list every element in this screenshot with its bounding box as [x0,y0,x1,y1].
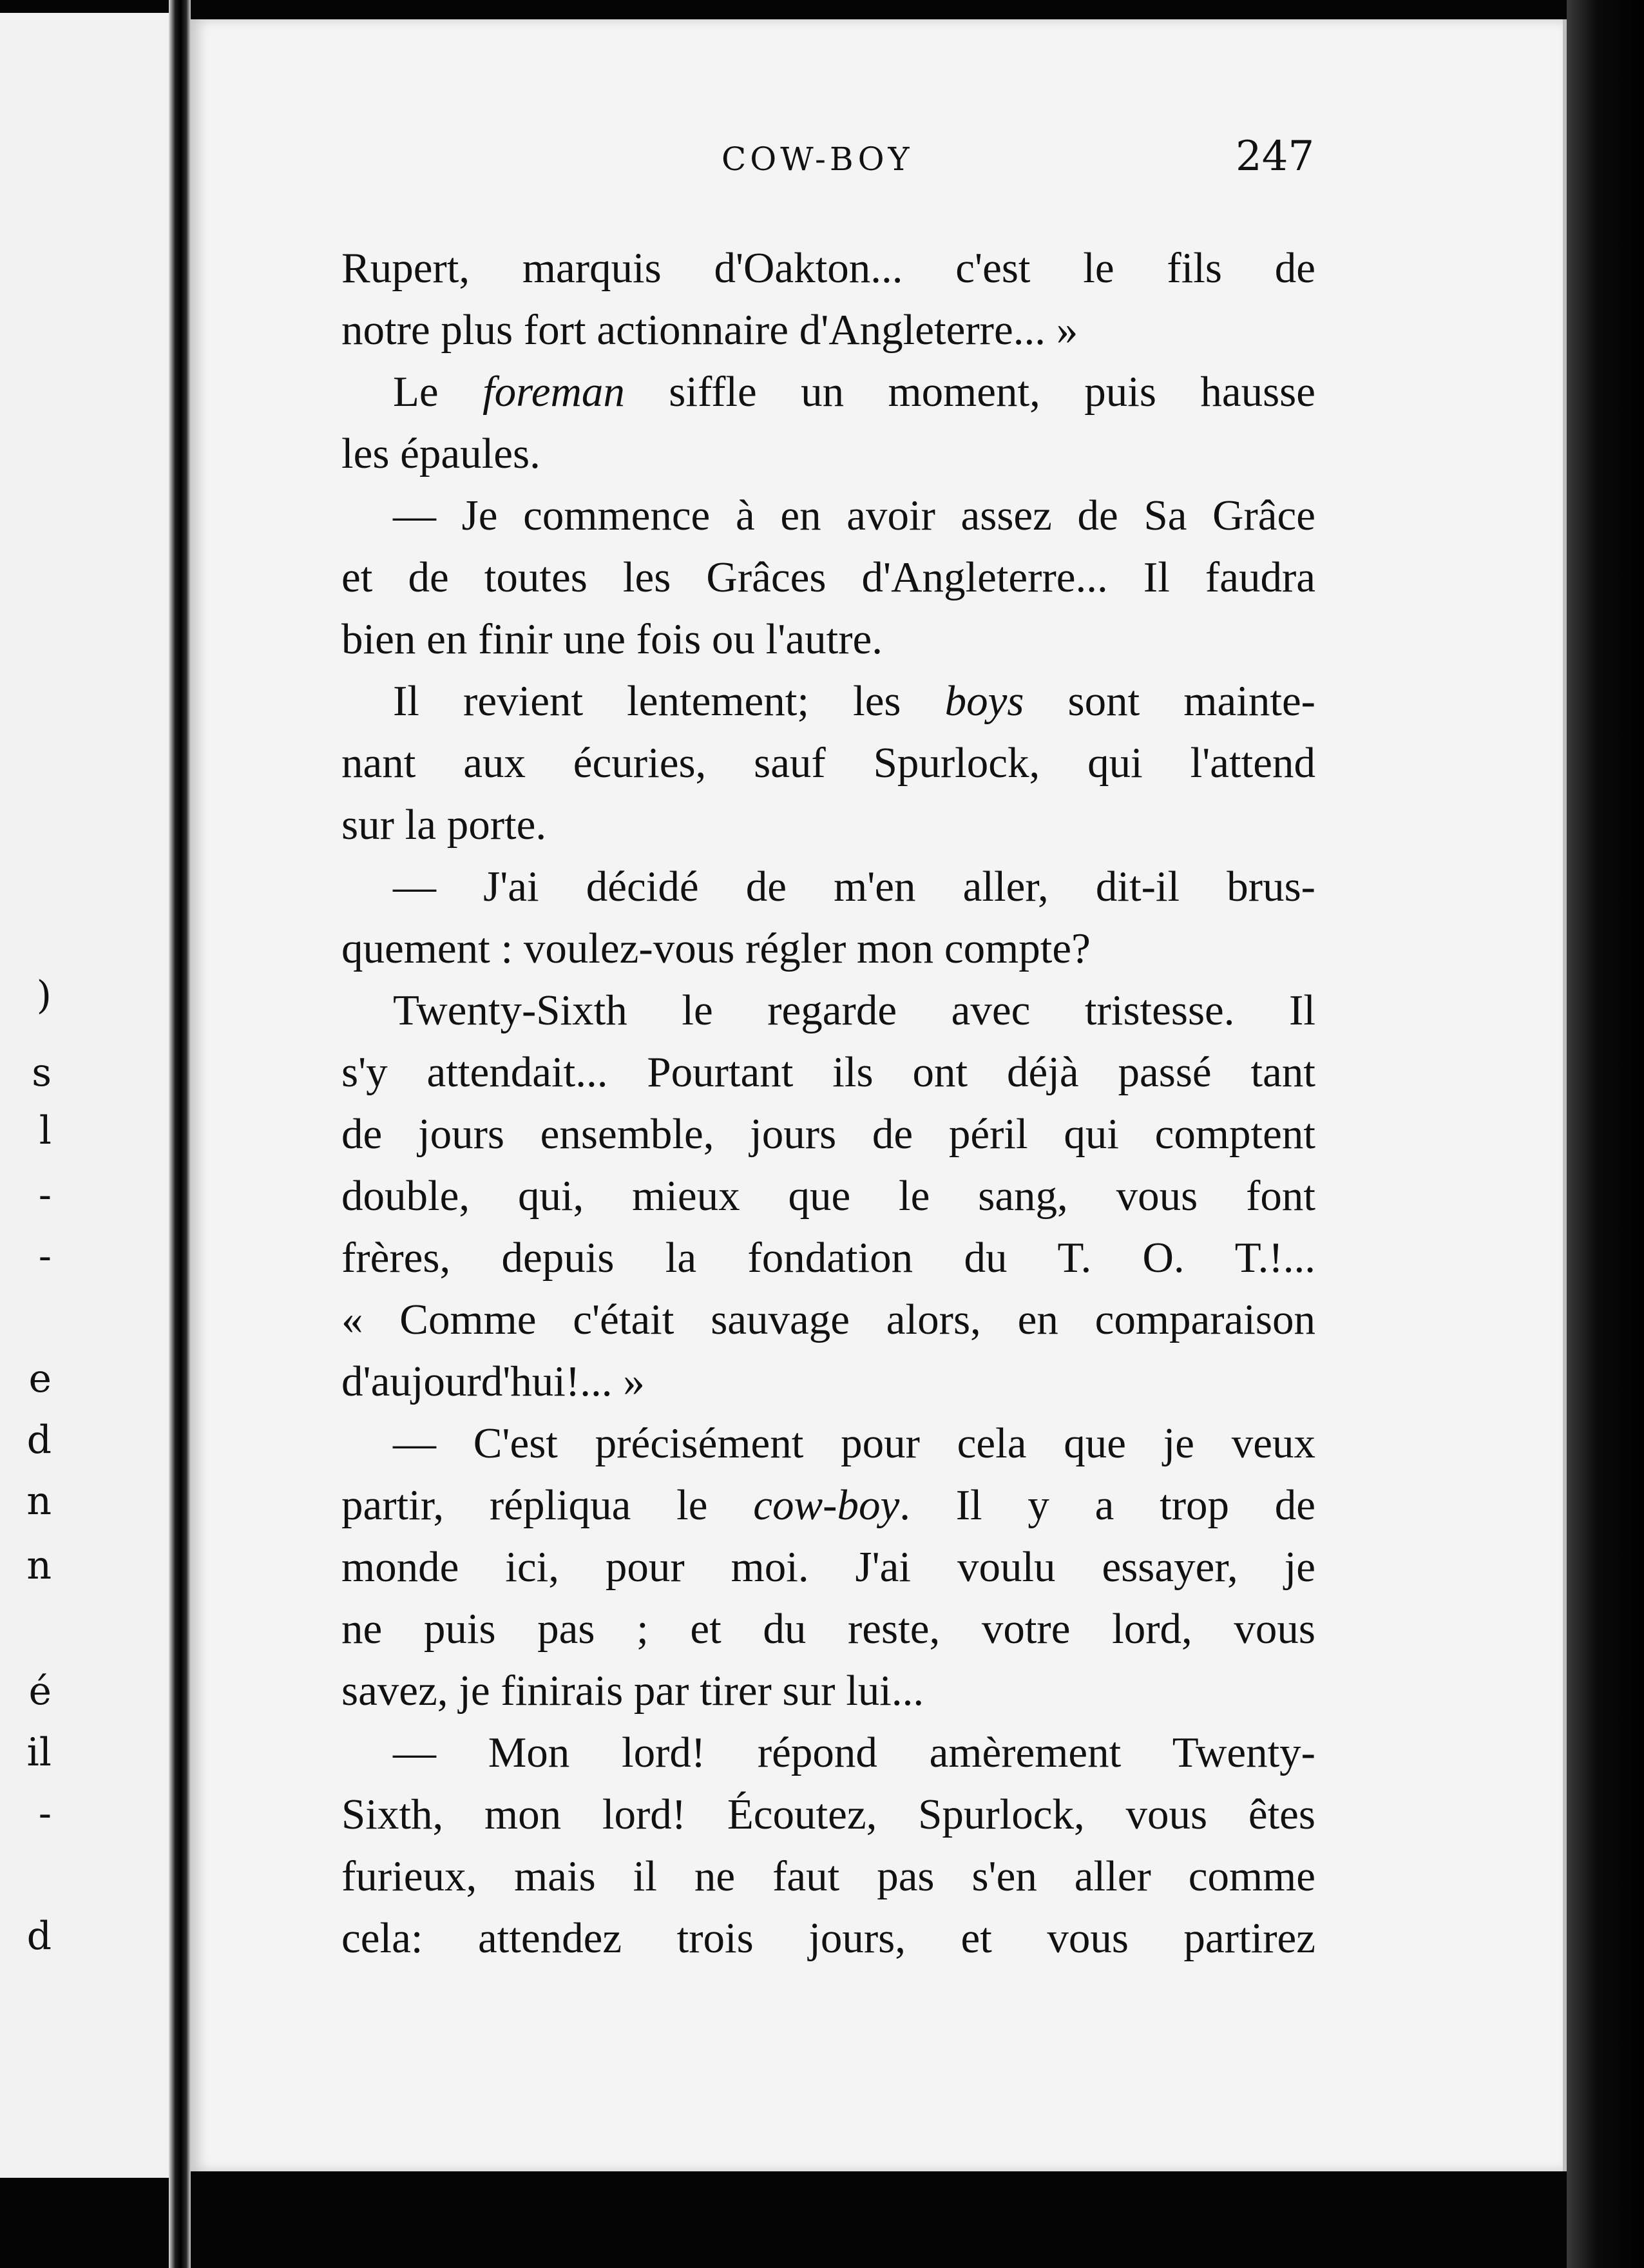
text-line: les épaules. [341,430,540,477]
text-line: sur la porte. [341,801,547,849]
left-page-fragment: s [32,1050,52,1095]
text-line: savez, je finirais par tirer sur lui... [341,1667,924,1715]
text-line: Il revient lentement; les boys sont mainte- [393,677,1315,725]
text-line: notre plus fort actionnaire d'Angleterre... » [341,306,1078,354]
text-line: frères, depuis la fondation du T. O. T.!... [341,1234,1315,1282]
text-line: s'y attendait... Pourtant ils ont déjà passé tant [341,1048,1315,1096]
left-page-fragment: e [28,1356,52,1401]
italic-word: cow-boy [753,1481,900,1529]
left-page-fragment: - [38,1791,52,1836]
text-line: — Mon lord! répond amèrement Twenty- [393,1729,1315,1776]
text-line: ne puis pas ; et du reste, votre lord, vous [341,1605,1315,1653]
left-facing-page [0,13,169,2178]
text-line: Rupert, marquis d'Oakton... c'est le fils de [341,244,1315,292]
text-line: double, qui, mieux que le sang, vous font [341,1172,1315,1220]
running-head: COW-BOY [722,140,913,178]
italic-word: foreman [483,368,625,416]
text-line: monde ici, pour moi. J'ai voulu essayer, je [341,1543,1315,1591]
left-page-fragment: - [38,1173,52,1218]
left-page-fragment: d [26,1914,52,1959]
body-text [341,237,1315,1969]
page-edge-shadow [1567,0,1644,2268]
text-line: furieux, mais il ne faut pas s'en aller comme [341,1852,1315,1900]
text-line: nant aux écuries, sauf Spurlock, qui l'attend [341,739,1315,787]
italic-word: boys [944,677,1024,725]
text-line: — J'ai décidé de m'en aller, dit-il brus- [393,863,1315,910]
text-line: quement : voulez-vous régler mon compte? [341,925,1091,972]
text-line: Sixth, mon lord! Écoutez, Spurlock, vous êtes [341,1791,1315,1838]
text-line: Twenty-Sixth le regarde avec tristesse. Il [393,986,1315,1034]
left-page-fragment: é [28,1669,52,1714]
left-page-fragment: - [38,1234,52,1279]
text-line: « Comme c'était sauvage alors, en comparaison [341,1296,1315,1343]
page-number: 247 [1236,133,1315,180]
text-line: et de toutes les Grâces d'Angleterre... Il faudra [341,553,1315,601]
text-line: d'aujourd'hui!... » [341,1358,645,1405]
left-page-fragment: n [26,1479,52,1524]
left-page-fragment: ) [36,973,52,1018]
text-line: — C'est précisément pour cela que je veux [393,1419,1315,1467]
text-line: Le foreman siffle un moment, puis hausse [393,368,1315,416]
text-line: partir, répliqua le cow-boy. Il y a trop de [341,1481,1316,1529]
left-page-fragment: d [26,1418,52,1463]
text-line: cela: attendez trois jours, et vous partirez [341,1914,1315,1962]
left-page-fragment: il [26,1730,52,1775]
book-gutter [169,0,191,2268]
left-page-fragment: n [26,1543,52,1588]
text-line: de jours ensemble, jours de péril qui comptent [341,1110,1315,1158]
text-line: — Je commence à en avoir assez de Sa Grâce [393,492,1315,539]
left-page-fragment: l [39,1108,52,1153]
text-line: bien en finir une fois ou l'autre. [341,615,883,663]
